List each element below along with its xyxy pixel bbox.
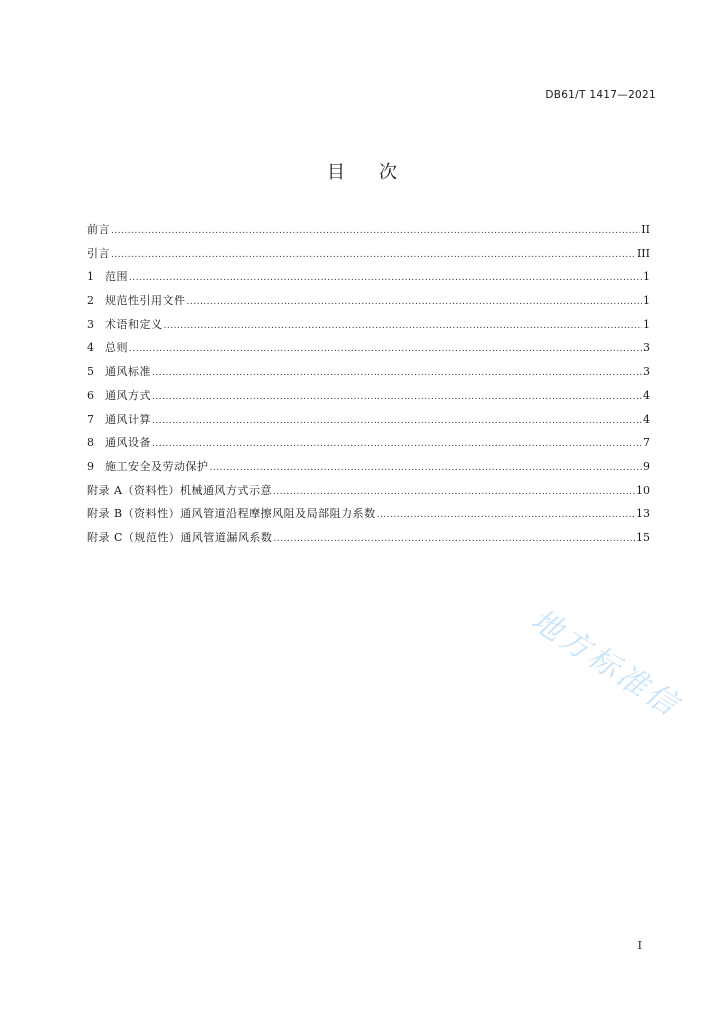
table-of-contents <box>87 218 650 550</box>
toc-leader-dots <box>152 386 642 410</box>
toc-leader-dots <box>152 433 642 457</box>
toc-entry-page: 1 <box>643 270 650 284</box>
toc-leader-dots <box>377 504 635 528</box>
toc-entry-label: 总则 <box>105 341 128 355</box>
toc-title <box>0 158 724 184</box>
toc-leader-dots <box>129 338 642 362</box>
toc-entry-scope[interactable] <box>87 265 650 289</box>
toc-leader-dots <box>111 220 640 244</box>
toc-entry-page: III <box>636 246 650 260</box>
toc-entry-page: 3 <box>643 341 650 355</box>
toc-entry-ventilation-calculation[interactable] <box>87 408 650 432</box>
toc-entry-number: 4 <box>87 341 94 355</box>
toc-leader-dots <box>152 410 642 434</box>
toc-entry-label: 通风方式 <box>105 388 151 402</box>
toc-entry-label: 范围 <box>105 270 128 284</box>
toc-leader-dots <box>164 315 643 339</box>
toc-leader-dots <box>273 481 635 505</box>
toc-entry-ventilation-equipment[interactable] <box>87 431 650 455</box>
toc-entry-appendix-c[interactable] <box>87 526 650 550</box>
toc-entry-ventilation-standard[interactable] <box>87 360 650 384</box>
toc-entry-preface[interactable] <box>87 218 650 242</box>
toc-entry-ventilation-method[interactable] <box>87 384 650 408</box>
toc-entry-number: 6 <box>87 388 94 402</box>
page-number: I <box>637 939 642 952</box>
toc-entry-label: 附录 C（规范性）通风管道漏风系数 <box>87 530 273 544</box>
toc-entry-label: 施工安全及劳动保护 <box>105 459 209 473</box>
toc-entry-label: 附录 B（资料性）通风管道沿程摩擦风阻及局部阻力系数 <box>87 507 376 521</box>
toc-entry-number: 7 <box>87 412 94 426</box>
toc-entry-page: 13 <box>636 507 650 521</box>
toc-leader-dots <box>210 457 643 481</box>
toc-entry-introduction[interactable] <box>87 242 650 266</box>
toc-entry-page: 10 <box>636 483 650 497</box>
toc-entry-normative-references[interactable] <box>87 289 650 313</box>
toc-title-char-2: 次 <box>379 162 397 183</box>
toc-entry-page: 3 <box>643 365 650 379</box>
toc-entry-label: 规范性引用文件 <box>105 294 186 308</box>
toc-entry-page: 4 <box>643 388 650 402</box>
toc-leader-dots <box>152 362 642 386</box>
toc-entry-page: II <box>641 223 650 236</box>
toc-entry-number: 5 <box>87 365 94 379</box>
toc-entry-page: 4 <box>643 412 650 426</box>
toc-entry-appendix-a[interactable] <box>87 479 650 503</box>
toc-leader-dots <box>111 244 636 268</box>
toc-leader-dots <box>273 528 635 552</box>
toc-entry-number: 1 <box>87 270 94 284</box>
toc-entry-number: 3 <box>87 317 94 331</box>
toc-leader-dots <box>129 267 642 291</box>
toc-entry-number: 8 <box>87 436 94 450</box>
toc-entry-page: 9 <box>643 459 650 473</box>
toc-entry-label: 通风设备 <box>105 436 151 450</box>
toc-entry-terms-definitions[interactable] <box>87 313 650 337</box>
toc-entry-label: 通风计算 <box>105 412 151 426</box>
toc-entry-construction-safety[interactable] <box>87 455 650 479</box>
toc-entry-page: 7 <box>643 436 650 450</box>
toc-entry-label: 前言 <box>87 223 110 236</box>
toc-entry-label: 附录 A（资料性）机械通风方式示意 <box>87 483 272 497</box>
toc-title-char-1: 目 <box>327 162 345 183</box>
toc-entry-label: 引言 <box>87 246 110 260</box>
toc-leader-dots <box>187 291 643 315</box>
toc-entry-number: 9 <box>87 459 94 473</box>
toc-entry-page: 1 <box>643 294 650 308</box>
standard-code: DB61/T 1417—2021 <box>545 89 656 101</box>
toc-entry-label: 术语和定义 <box>105 317 163 331</box>
toc-entry-general[interactable] <box>87 336 650 360</box>
toc-entry-label: 通风标准 <box>105 365 151 379</box>
watermark: 地方标准信 <box>524 602 687 725</box>
toc-entry-page: 15 <box>636 530 650 544</box>
toc-entry-number: 2 <box>87 294 94 308</box>
toc-entry-appendix-b[interactable] <box>87 502 650 526</box>
toc-entry-page: 1 <box>643 317 650 331</box>
